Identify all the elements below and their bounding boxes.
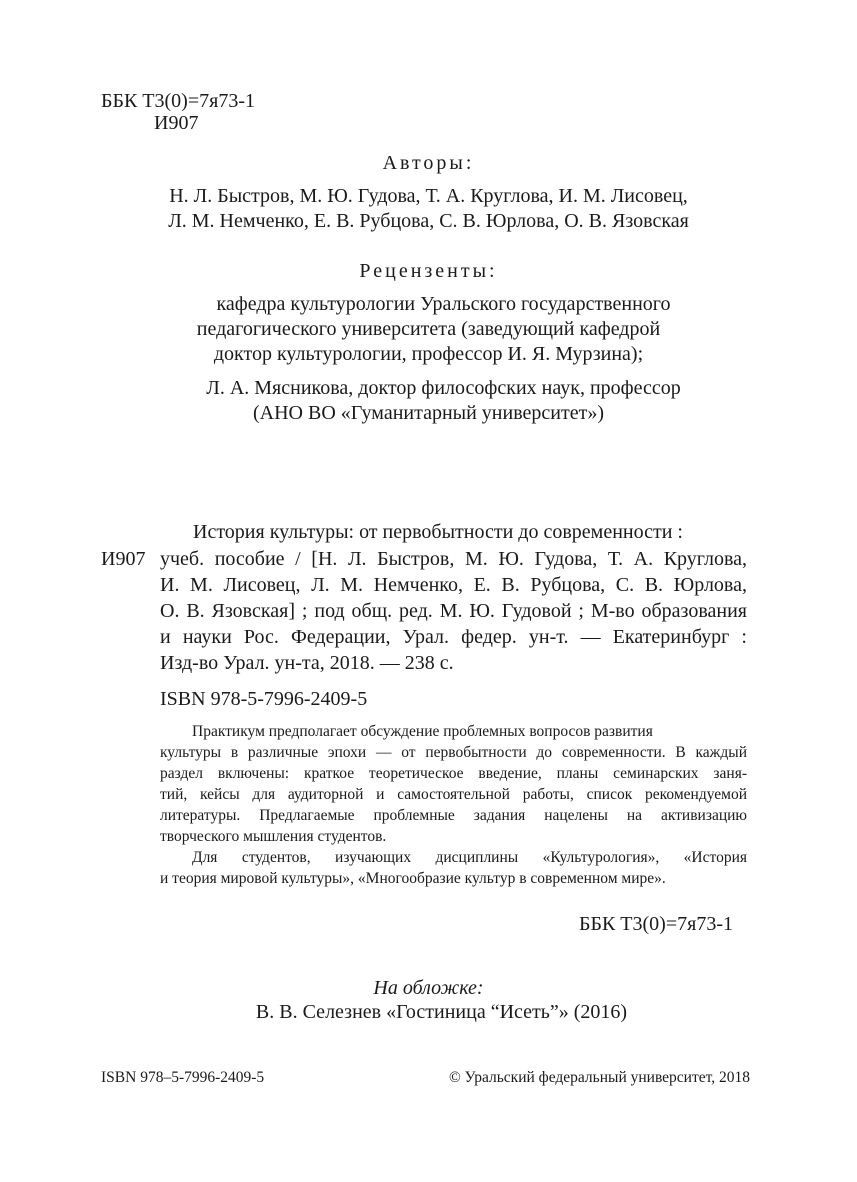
catalog-line-4: О. В. Язовская] ; под общ. ред. М. Ю. Гудовой ; М-во образования: [160, 600, 747, 622]
catalog-line-3: И. М. Лисовец, Л. М. Немченко, Е. В. Рубцова, С. В. Юрлова,: [160, 574, 747, 596]
authors-line-2: Л. М. Немченко, Е. В. Рубцова, С. В. Юрлова, О. В. Язовская: [168, 210, 689, 232]
cover-caption: В. В. Селезнев «Гостиница “Исеть”» (2016): [255, 1001, 628, 1023]
catalog-line-6: Изд-во Урал. ун-та, 2018. — 238 с.: [160, 652, 454, 674]
annotation-line-8: и теория мировой культуры», «Многообразие культур в современном мире».: [160, 870, 666, 887]
annotation-line-4: тий, кейсы для аудиторной и самостоятельной работы, список рекомендуемой: [160, 786, 747, 803]
reviewer-1-line-1: кафедра культурологии Уральского государственного: [216, 293, 671, 315]
catalog-line-1: История культуры: от первобытности до современности :: [193, 521, 683, 543]
annotation-line-1: Практикум предполагает обсуждение проблемных вопросов развития: [192, 723, 653, 740]
reviewers-heading: Рецензенты:: [359, 260, 498, 282]
catalog-isbn: ISBN 978-5-7996-2409-5: [160, 688, 368, 710]
reviewer-2-line-2: (АНО ВО «Гуманитарный университет»): [252, 402, 605, 424]
authors-line-1: Н. Л. Быстров, М. Ю. Гудова, Т. А. Круглова, И. М. Лисовец,: [169, 185, 688, 207]
author-mark-top: И907: [154, 112, 199, 134]
bbk-code-top: ББК Т3(0)=7я73-1: [101, 90, 255, 112]
catalog-line-2: учеб. пособие / [Н. Л. Быстров, М. Ю. Гудова, Т. А. Круглова,: [160, 548, 747, 570]
catalog-line-5: и науки Рос. Федерации, Урал. федер. ун-т. — Екатеринбург :: [160, 626, 747, 648]
annotation-line-5: литературы. Предлагаемые проблемные задания нацелены на активизацию: [160, 807, 747, 824]
reviewer-1-line-3: доктор культурологии, профессор И. Я. Мурзина);: [213, 343, 644, 365]
bbk-code-bottom: ББК Т3(0)=7я73-1: [579, 913, 733, 935]
annotation-line-7: Для студентов, изучающих дисциплины «Культурология», «История: [192, 849, 747, 866]
reviewer-2-line-1: Л. А. Мясникова, доктор философских наук, профессор: [206, 377, 681, 399]
footer-isbn: ISBN 978–5-7996-2409-5: [101, 1069, 265, 1086]
authors-heading: Авторы:: [382, 152, 475, 174]
annotation-line-2: культуры в различные эпохи — от первобытности до современности. В каждый: [160, 744, 747, 761]
reviewer-1-line-2: педагогического университета (заведующий кафедрой: [196, 318, 661, 340]
annotation-line-6: творческого мышления студентов.: [160, 828, 387, 845]
catalog-author-mark: И907: [101, 548, 146, 570]
footer-copyright: © Уральский федеральный университет, 2018: [448, 1069, 750, 1086]
annotation-line-3: раздел включены: краткое теоретическое введение, планы семинарских заня-: [160, 765, 747, 782]
cover-heading: На обложке:: [373, 977, 484, 999]
